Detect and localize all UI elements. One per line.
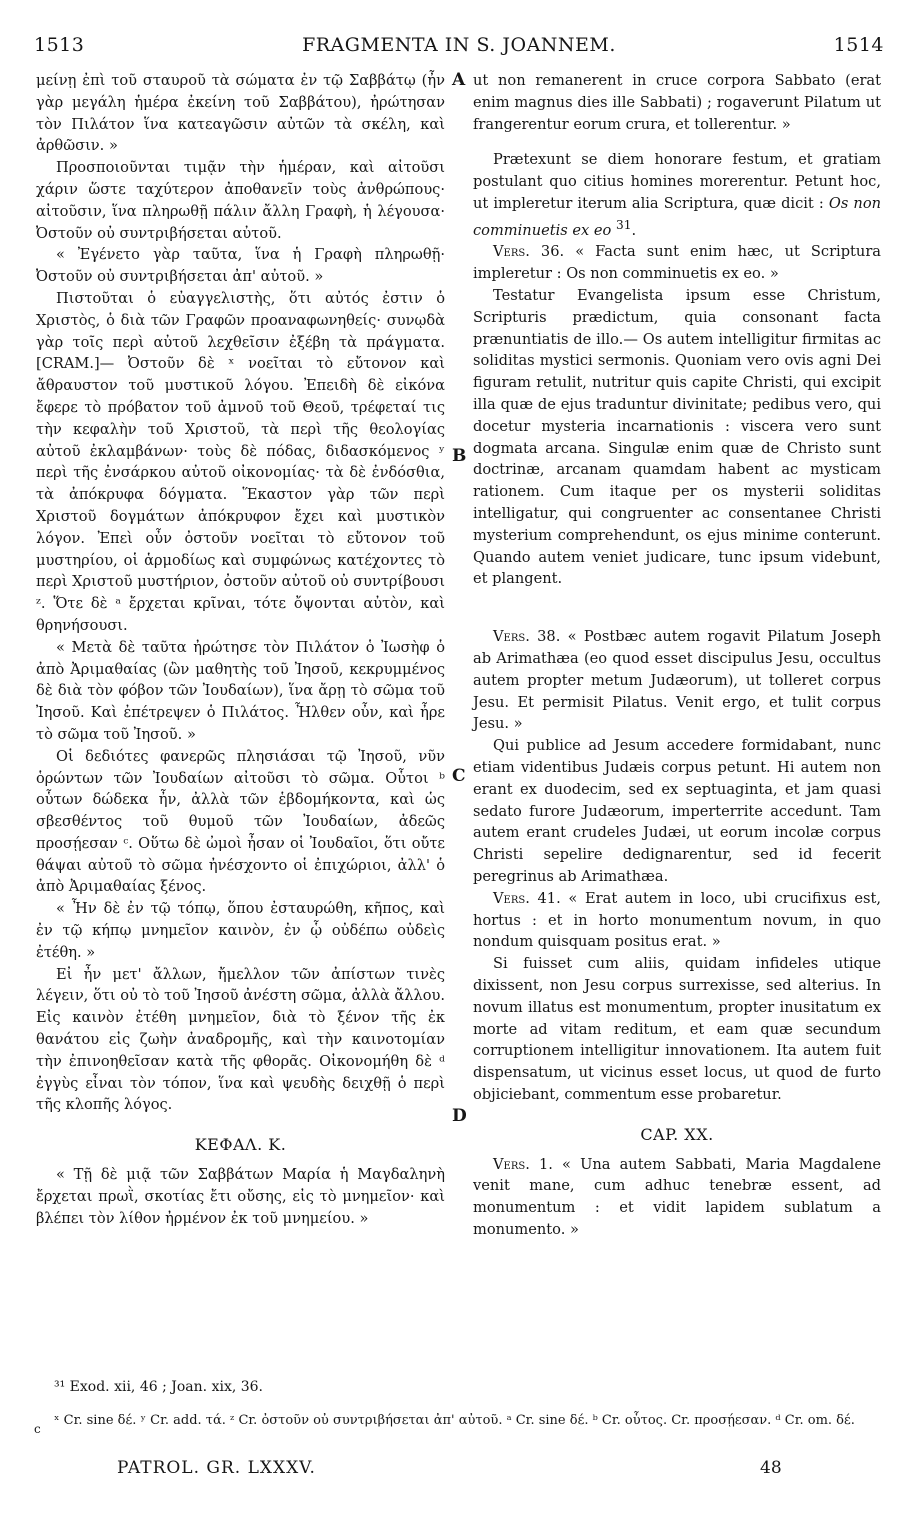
greek-paragraph: Προσποιοῦνται τιμᾷν τὴν ἡμέραν, καὶ αἰτοῦσι χάριν ὥστε ταχύτερον ἀποθανεῖν τοὺς ἀνθρώπους· αἰτοῦσιν, ἵνα πληρωθῇ πάλιν ἄλλη Γραφὴ, ἡ λέγουσα· Ὀστοῦν οὐ συντριβήσεται αὐτοῦ. — [36, 159, 445, 242]
apparatus-text: ˣ Cr. sine δέ. ʸ Cr. add. τά. ᶻ Cr. ὀστοῦν οὐ συντριβήσεται ἀπ' αὐτοῦ. ᵃ Cr. sine δέ. ᵇ Cr. οὗτος. Cr. προσῄεσαν. ᵈ Cr. om. δέ. — [54, 1413, 855, 1428]
latin-column — [473, 70, 881, 1241]
latin-paragraph — [473, 888, 881, 953]
signature-number: 48 — [760, 1458, 782, 1478]
greek-paragraph: Πιστοῦται ὁ εὐαγγελιστὴς, ὅτι αὐτός ἐστιν ὁ Χριστὸς, ὁ διὰ τῶν Γραφῶν προαναφωνηθείς· συνῳδὰ γὰρ τοῖς περὶ αὐτοῦ λεχθεῖσιν ἐξέβη τὰ πράγματα. [CRAM.]— Ὀστοῦν δὲ ˣ νοεῖται τὸ εὔτονον καὶ ἄθραυστον τοῦ μυστικοῦ λόγου. Ἐπειδὴ δὲ εἰκόνα ἔφερε τὸ πρόβατον τοῦ ἀμνοῦ τοῦ Θεοῦ, τρέφεταί τις τὴν κεφαλὴν τοῦ Χριστοῦ, τὰ περὶ τῆς θεολογίας αὐτοῦ ἐκλαμβάνων· τοὺς δὲ πόδας, διδασκόμενος ʸ περὶ τῆς ἐνσάρκου αὐτοῦ οἰκονομίας· τὰ δὲ ἐνδόσθια, τὰ ἀπόκρυφα δόγματα. Ἕκαστον γὰρ τῶν περὶ Χριστοῦ δογμάτων ἀπόκρυφον ἔχει καὶ μυστικὸν λόγον. Ἐπεὶ οὖν ὀστοῦν νοεῖται τὸ εὔτονον τοῦ μυστηρίου, οἱ ἁρμοδίως καὶ συμφώνως κατέχοντες τὸ περὶ Χριστοῦ μυστήριον, ὀστοῦν αὐτοῦ οὐ συντρίβουσι ᶻ. Ὅτε δὲ ᵃ ἔρχεται κρῖναι, τότε ὄψονται αὐτὸν, καὶ θρηνήσουσι. — [36, 289, 445, 634]
running-title: FRAGMENTA IN S. JOANNEM. — [302, 34, 616, 56]
apparatus-mark: c — [34, 1422, 41, 1436]
latin-paragraph — [473, 1154, 881, 1241]
right-page-number: 1514 — [833, 34, 884, 56]
latin-text: « Facta sunt enim hæc, ut Scriptura impleretur : Os non comminuetis ex eo. » — [473, 243, 881, 283]
latin-text: « Una autem Sabbati, Maria Magdalene venit mane, cum adhuc tenebræ essent, ad monumentum : et vidit lapidem sublatum a monumento. » — [473, 1155, 882, 1238]
series-signature: PATROL. GR. LXXXV. — [117, 1458, 316, 1478]
greek-column — [36, 70, 445, 1229]
column-marker-d: D — [452, 1106, 467, 1126]
latin-text: « Erat autem in loco, ubi crucifixus est, hortus : et in horto monumentum novum, in quo nondum quisquam positus erat. » — [473, 889, 881, 951]
running-header — [34, 34, 884, 58]
latin-paragraph — [473, 626, 881, 735]
latin-paragraph: Si fuisset cum aliis, quidam infideles utique dixissent, non Jesu corpus surrexisse, sed alterius. In novum illatus est monumentum, propter inusitatum ex morte ad vitam reditum, et eam quæ secundum corruptionem intelligitur innovationem. Ita autem fuit dispensatum, ut vicinus esset locus, ut quod de furto objiciebant, commentum esse probaretur. — [473, 955, 881, 1103]
critical-apparatus — [34, 1411, 884, 1436]
latin-paragraph: Qui publice ad Jesum accedere formidabant, nunc etiam videntibus Judæis corpus petunt. Hi autem non erant ex duodecim, sed ex septuaginta, et jam quasi sedato furore Judæorum, imperterrite accedunt. Tam autem erant crudeles Judæi, ut eorum incolæ corpus Christi sepelire dedignarentur, sed id fecerit peregrinus ab Arimathæa. — [473, 737, 881, 885]
latin-paragraph: Testatur Evangelista ipsum esse Christum, Scripturis prædictum, quia consonant facta prænuntiatis de illo.— Os autem intelligitur firmitas ac soliditas mystici sermonis. Quoniam vero ovis agni Dei figuram retulit, nutritur quis capite Christi, qui excipit illa quæ de ejus traduntur divinitate; pedibus vero, qui docetur mysteria incarnationis : viscera vero sunt dogmata arcana. Singulæ enim quæ de Christo sunt doctrinæ, arcanam quamdam habent ac mysticam rationem. Cum itaque per os mysterii soliditas intelligatur, qui congruenter ac consentanee Christi mysterium comprehendunt, os ejus minime conterunt. Quando autem veniet judicare, tunc ipsum videbunt, et plangent. — [473, 287, 881, 588]
verse-label: Vers. 36. — [493, 243, 565, 261]
column-marker-b: B — [452, 446, 467, 466]
latin-paragraph: Prætexunt se diem honorare festum, et gratiam postulant quo citius homines morerentur. Petunt hoc, ut impleretur iterum alia Scriptura, quæ dicit : Os non comminuetis ex eo $^{31}$. — [473, 151, 882, 239]
latin-paragraph: ut non remanerent in cruce corpora Sabbato (erat enim magnus dies ille Sabbati) ; rogaverunt Pilatum ut frangerentur eorum crura, et tollerentur. » — [473, 72, 881, 133]
latin-chapter-heading: CAP. XX. — [640, 1124, 714, 1144]
latin-quotation: Os non comminuetis ex eo — [473, 194, 882, 239]
latin-text: « Postbæc autem rogavit Pilatum Joseph ab Arimathæa (eo quod esset discipulus Jesu, occultus autem propter metum Judæorum), ut tolleret corpus Jesu. Et permisit Pilatus. Venit ergo, et tulit corpus Jesu. » — [473, 628, 881, 733]
greek-paragraph: « Ἦν δὲ ἐν τῷ τόπῳ, ὅπου ἐσταυρώθη, κῆπος, καὶ ἐν τῷ κήπῳ μνημεῖον καινὸν, ἐν ᾧ οὐδέπω οὐδεὶς ἐτέθη. » — [36, 900, 445, 961]
verse-label: Vers. 1. — [493, 1155, 553, 1173]
footnote-ref: 31 — [615, 217, 632, 232]
column-marker-c: C — [452, 766, 466, 786]
latin-paragraph — [473, 241, 881, 285]
latin-text: Prætexunt se diem honorare festum, et gratiam postulant quo citius homines morerentur. Petunt hoc, ut impleretur iterum alia Scriptura, quæ dicit : — [473, 151, 881, 212]
greek-paragraph: « Ἐγένετο γὰρ ταῦτα, ἵνα ἡ Γραφὴ πληρωθῇ· Ὀστοῦν οὐ συντριβήσεται ἀπ' αὐτοῦ. » — [36, 246, 445, 286]
column-marker-a: A — [452, 70, 466, 90]
greek-paragraph: Εἰ ἦν μετ' ἄλλων, ἤμελλον τῶν ἀπίστων τινὲς λέγειν, ὅτι οὐ τὸ τοῦ Ἰησοῦ ἀνέστη σῶμα, ἀλλὰ ἄλλου. Εἰς καινὸν ἐτέθη μνημεῖον, διὰ τὸ ξένον τῆς ἐκ θανάτου εἰς ζωὴν ἀναδρομῆς, καὶ τὴν καινοτομίαν τὴν ἐπινοηθεῖσαν κατὰ τῆς φθορᾶς. Οἰκονομήθη δὲ ᵈ ἐγγὺς εἶναι τὸν τόπον, ἵνα καὶ ψευδὴς δειχθῇ ὁ περὶ τῆς κλοπῆς λόγος. — [36, 965, 445, 1114]
verse-label: Vers. 41. — [493, 889, 561, 907]
greek-paragraph: « Μετὰ δὲ ταῦτα ἠρώτησε τὸν Πιλάτον ὁ Ἰωσὴφ ὁ ἀπὸ Ἀριμαθαίας (ὢν μαθητὴς τοῦ Ἰησοῦ, κεκρυμμένος δὲ διὰ τὸν φόβον τῶν Ἰουδαίων), ἵνα ἄρῃ τὸ σῶμα τοῦ Ἰησοῦ. Καὶ ἐπέτρεψεν ὁ Πιλάτος. Ἦλθεν οὖν, καὶ ἦρε τὸ σῶμα τοῦ Ἰησοῦ. » — [36, 638, 445, 743]
verse-label: Vers. 38. — [493, 628, 561, 646]
left-page-number: 1513 — [34, 34, 85, 56]
greek-paragraph: μείνῃ ἐπὶ τοῦ σταυροῦ τὰ σώματα ἐν τῷ Σαββάτῳ (ἦν γὰρ μεγάλη ἡμέρα ἐκείνη τοῦ Σαββάτου), ἠρώτησαν τὸν Πιλάτον ἵνα κατεαγῶσιν αὐτῶν τὰ σκέλη, καὶ ἀρθῶσιν. » — [36, 72, 445, 155]
greek-paragraph: « Τῇ δὲ μιᾷ τῶν Σαββάτων Μαρία ἡ Μαγδαληνὴ ἔρχεται πρωῒ, σκοτίας ἔτι οὔσης, εἰς τὸ μνημεῖον· καὶ βλέπει τὸν λίθον ἠρμένον ἐκ τοῦ μνημείου. » — [36, 1166, 445, 1227]
scripture-footnote: ³¹ Exod. xii, 46 ; Joan. xix, 36. — [54, 1379, 264, 1395]
greek-paragraph: Οἱ δεδιότες φανερῶς πλησιάσαι τῷ Ἰησοῦ, νῦν ὁρώντων τῶν Ἰουδαίων αἰτοῦσι τὸ σῶμα. Οὗτοι ᵇ οὗτων δώδεκα ἦν, ἀλλὰ τῶν ἑβδομήκοντα, καὶ ὡς σβεσθέντος τοῦ θυμοῦ τῶν Ἰουδαίων, ἀδεῶς προσῄεσαν ᶜ. Οὕτω δὲ ὠμοὶ ἦσαν οἱ Ἰουδαῖοι, ὅτι οὔτε θάψαι αὐτοῦ τὸ σῶμα ἠνέσχοντο οἱ ἐπιχώριοι, ἀλλ' ὁ ἀπὸ Ἀριμαθαίας ξένος. — [36, 747, 445, 896]
greek-chapter-heading: ΚΕΦΑΛ. Κ. — [194, 1135, 287, 1155]
